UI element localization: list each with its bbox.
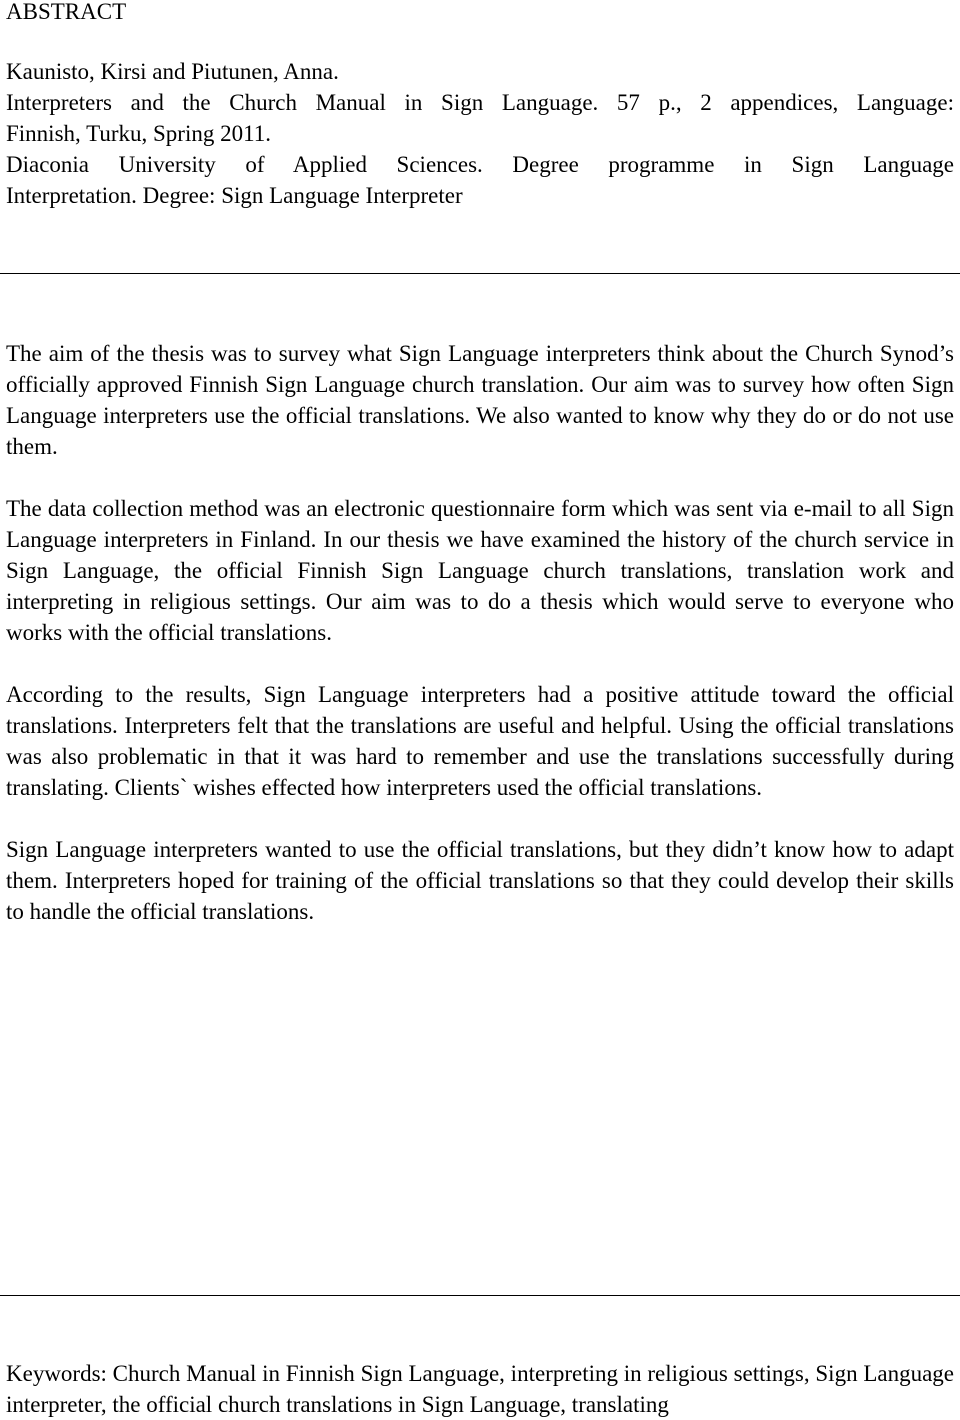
keywords: Keywords: Church Manual in Finnish Sign Language, interpreting in religious settings, Sign Language interpreter, the official church translations in Sign Language, translating [6,1361,954,1417]
bottom-divider [0,1295,960,1296]
institution-line-1: Diaconia University of Applied Sciences. Degree programme in Sign Language [6,152,954,177]
abstract-heading: ABSTRACT [6,0,127,24]
abstract-paragraph-method: The data collection method was an electronic questionnaire form which was sent via e-mail to all Sign Language interpreters in Finland. In our thesis we have examined the history of the church service in Sign Language, the official Finnish Sign Language church translations, translation work and interpreting in religious settings. Our aim was to do a thesis which would serve to everyone who works with the official translations. [6,496,954,645]
institution-line-2: Interpretation. Degree: Sign Language Interpreter [6,183,463,208]
abstract-body [6,338,954,958]
bibliographic-info [6,56,954,211]
abstract-paragraph-results: According to the results, Sign Language interpreters had a positive attitude toward the official translations. Interpreters felt that the translations are useful and helpful. Using the official translations was also problematic in that it was hard to remember and use the translations successfully during translating. Clients` wishes effected how interpreters used the official translations. [6,682,954,800]
abstract-paragraph-aim: The aim of the thesis was to survey what Sign Language interpreters think about the Church Synod’s officially approved Finnish Sign Language church translation. Our aim was to survey how often Sign Language interpreters use the official translations. We also wanted to know why they do or do not use them. [6,341,954,459]
thesis-title-line-1: Interpreters and the Church Manual in Sign Language. 57 p., 2 appendices, Language: [6,90,954,115]
thesis-title-line-2: Finnish, Turku, Spring 2011. [6,121,271,146]
abstract-paragraph-conclusion: Sign Language interpreters wanted to use the official translations, but they didn’t know how to adapt them. Interpreters hoped for training of the official translations so that they could develop their skills to handle the official translations. [6,837,954,924]
top-divider [0,273,960,274]
authors-line: Kaunisto, Kirsi and Piutunen, Anna. [6,59,339,84]
